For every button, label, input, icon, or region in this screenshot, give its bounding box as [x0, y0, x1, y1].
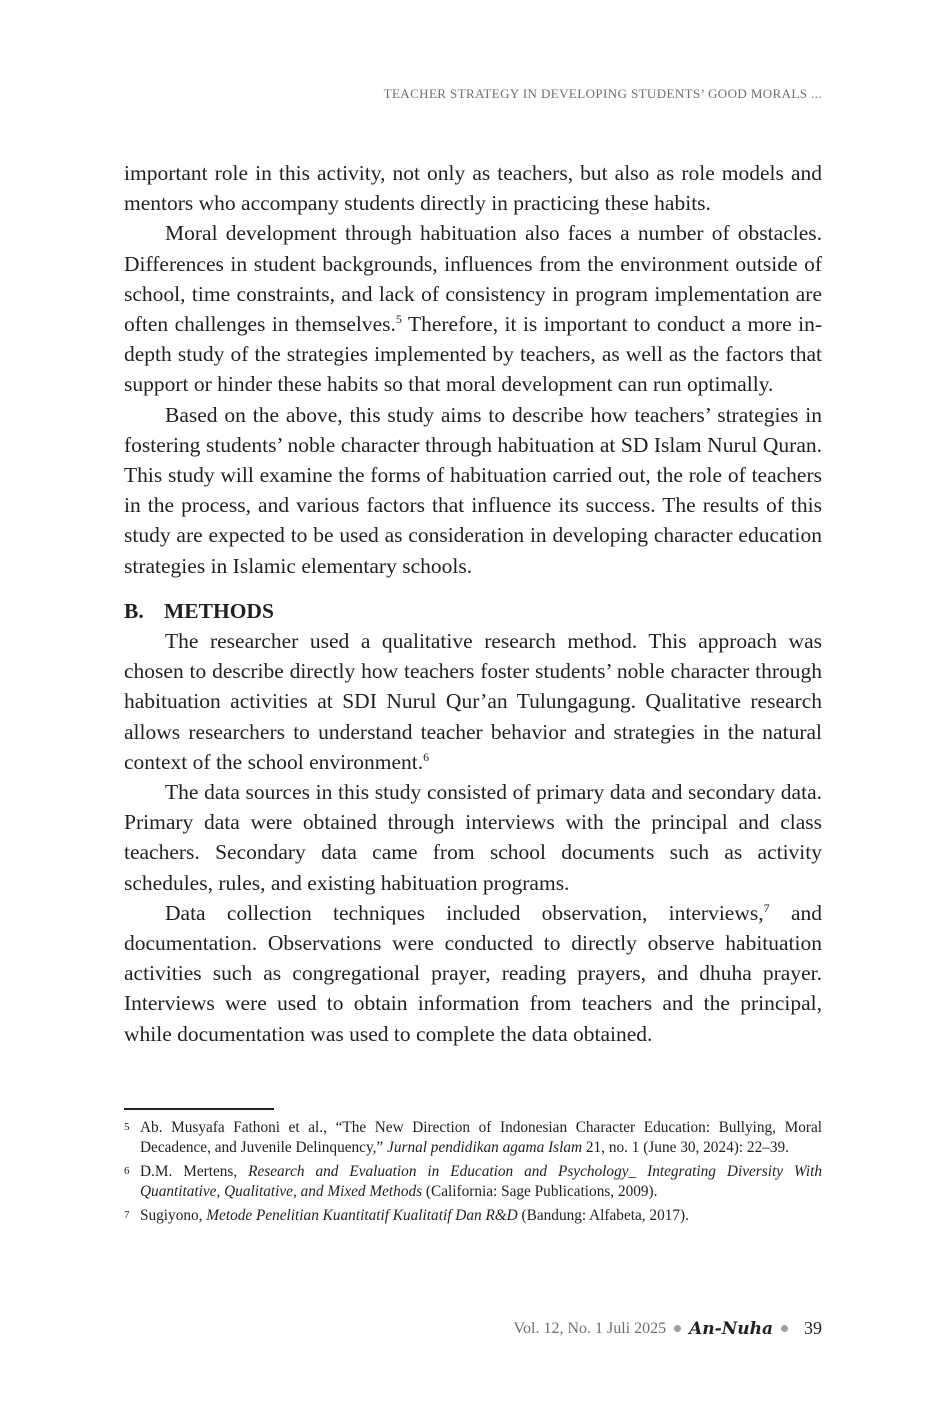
page-number: 39	[804, 1318, 822, 1338]
separator-dot-icon	[781, 1325, 788, 1332]
paragraph: The data sources in this study consisted of primary data and secondary data. Primary data were obtained through interviews with the principal and class teachers. Secondary data came from school documents such as activity schedules, rules, and existing habituation programs.	[124, 780, 822, 895]
paragraph: The researcher used a qualitative research method. This approach was chosen to describe directly how teachers foster students’ noble character through habituation activities at SDI Nurul Qur’an Tulungagung. Qualitative research allows researchers to understand teacher behavior and strategies in the natural context of the school environment.$^6$	[124, 629, 822, 774]
paragraph: Moral development through habituation also faces a number of obstacles. Differences in student backgrounds, influences from the environment outside of school, time constraints, and lack of consistency in program implementation are often challenges in themselves.$^5$ Therefore, it is important to conduct a more in-depth study of the strategies implemented by teachers, as well as the factors that support or hinder these habits so that moral development can run optimally.	[124, 221, 822, 397]
body-text	[124, 158, 822, 1049]
page-footer	[514, 1318, 823, 1339]
footnote-reference[interactable]: 5	[395, 312, 402, 327]
footnote-mark: 6	[124, 1165, 130, 1177]
paragraph: Based on the above, this study aims to describe how teachers’ strategies in fostering students’ noble character through habituation at SD Islam Nurul Quran. This study will examine the forms of habituation carried out, the role of teachers in the process, and various factors that influence its success. The results of this study are expected to be used as consideration in developing character education strategies in Islamic elementary schools.	[124, 402, 822, 578]
footnote-reference[interactable]: 7	[763, 900, 770, 915]
paragraph: Data collection techniques included observation, interviews,$^7$ and documentation. Observations were conducted to directly observe habituation activities such as congregational prayer, reading prayers, and dhuha prayer. Interviews were used to obtain information from teachers and the principal, while documentation was used to complete the data obtained.	[124, 900, 823, 1046]
footnote-text: Ab. Musyafa Fathoni et al., “The New Direction of Indonesian Character Education: Bullying, Moral Decadence, and Juvenile Delinquency,” Jurnal pendidikan agama Islam 21, no. 1 (June 30, 2024): 22–39.	[140, 1119, 822, 1156]
footnote-text: D.M. Mertens, Research and Evaluation in Education and Psychology_ Integrating Diversity With Quantitative, Qualitative, and Mixed Methods (California: Sage Publications, 2009).	[140, 1163, 822, 1200]
volume-info: Vol. 12, No. 1 Juli 2025	[513, 1319, 667, 1337]
section-title: METHODS	[164, 598, 274, 623]
footnote-item	[124, 1206, 822, 1226]
footnote-text: Sugiyono, Metode Penelitian Kuantitatif Kualitatif Dan R&D (Bandung: Alfabeta, 2017).	[140, 1207, 689, 1224]
footnote-mark: 5	[124, 1121, 130, 1133]
footnote-mark: 7	[124, 1209, 130, 1221]
section-number: B.	[124, 598, 144, 623]
journal-logo: An-Nuha	[689, 1318, 773, 1339]
separator-dot-icon	[674, 1325, 681, 1332]
running-head: TEACHER STRATEGY IN DEVELOPING STUDENTS’ GOOD MORALS ...	[383, 86, 822, 101]
footnote-reference[interactable]: 6	[423, 749, 430, 764]
footnote-item	[124, 1118, 822, 1157]
paragraph: important role in this activity, not only as teachers, but also as role models and mentors who accompany students directly in practicing these habits.	[124, 161, 822, 216]
section-heading	[124, 596, 822, 626]
footnotes	[124, 1118, 822, 1231]
footnote-divider	[124, 1108, 274, 1110]
footnote-item	[124, 1162, 822, 1201]
